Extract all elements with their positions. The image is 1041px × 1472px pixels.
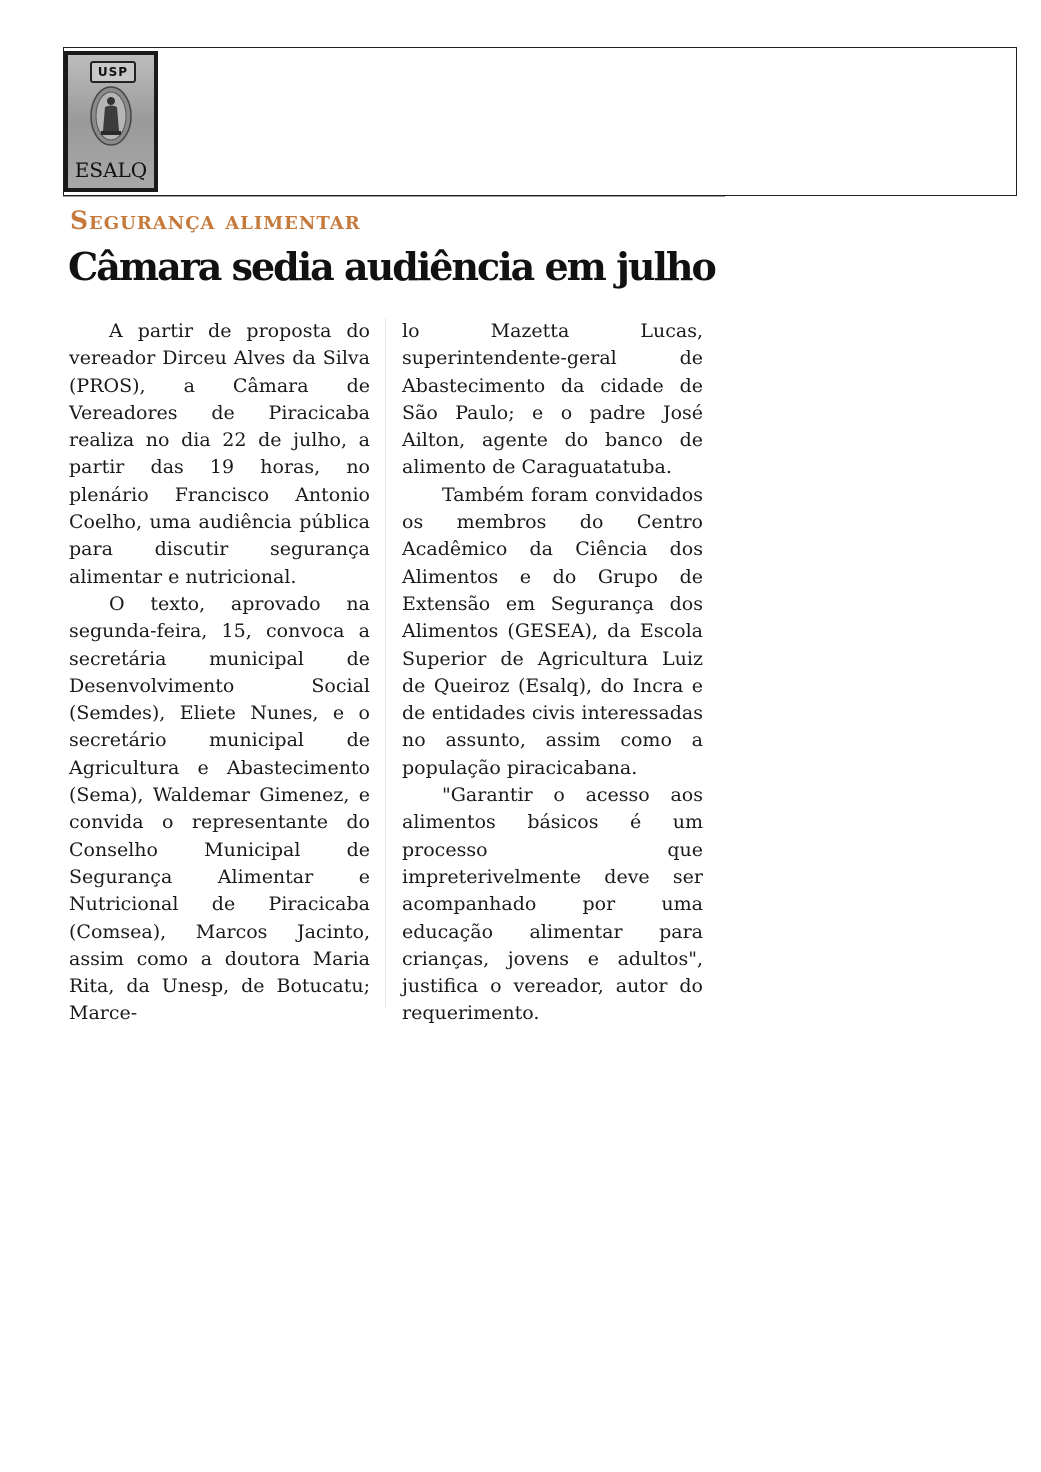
section-kicker: Segurança alimentar <box>70 206 361 235</box>
logo-usp-text: USP <box>90 61 136 83</box>
logo-background <box>68 55 154 188</box>
paragraph: "Garantir o acesso aos alimentos básicos é um processo que impreterivelmente deve ser acompanhado por uma educação alimentar para crianças, jovens e adultos", justifica o vereador, autor do requerimento. <box>402 784 703 1025</box>
article-headline: Câmara sedia audiência em julho <box>68 244 715 289</box>
paragraph: Também foram convidados os membros do Centro Acadêmico da Ciência dos Alimentos e do Grupo de Extensão em Segurança dos Alimentos (GESEA), da Escola Superior de Agricultura Luiz de Queiroz (Esalq), do Incra e de entidades civis interessadas no assunto, assim como a população piracicabana. <box>402 483 703 779</box>
paragraph: A partir de proposta do vereador Dirceu Alves da Silva (PROS), a Câmara de Vereadores de Piracicaba realiza no dia 22 de julho, a partir das 19 horas, no plenário Francisco Antonio Coelho, uma audiência pública para discutir segurança alimentar e nutricional. <box>69 320 370 588</box>
logo-esalq-text: ESALQ <box>74 158 148 182</box>
seal-figure-icon <box>89 85 133 151</box>
article-column-2 <box>402 318 703 1028</box>
column-divider <box>385 318 386 1008</box>
esalq-logo <box>64 51 158 192</box>
header-underline <box>63 196 725 197</box>
paragraph-continuation: lo Mazetta Lucas, superintendente-geral de Abastecimento da cidade de São Paulo; e o padre José Ailton, agente do banco de alimento de Caraguatatuba. <box>402 320 703 479</box>
paragraph: O texto, aprovado na segunda-feira, 15, convoca a secretária municipal de Desenvolvimento Social (Semdes), Eliete Nunes, e o secretário municipal de Agricultura e Abastecimento (Sema), Waldemar Gimenez, e convida o representante do Conselho Municipal de Segurança Alimentar e Nutricional de Piracicaba (Comsea), Marcos Jacinto, assim como a doutora Maria Rita, da Unesp, de Botucatu; Marce- <box>69 592 370 1025</box>
header-box <box>63 47 1017 196</box>
article-column-1 <box>69 318 370 1028</box>
